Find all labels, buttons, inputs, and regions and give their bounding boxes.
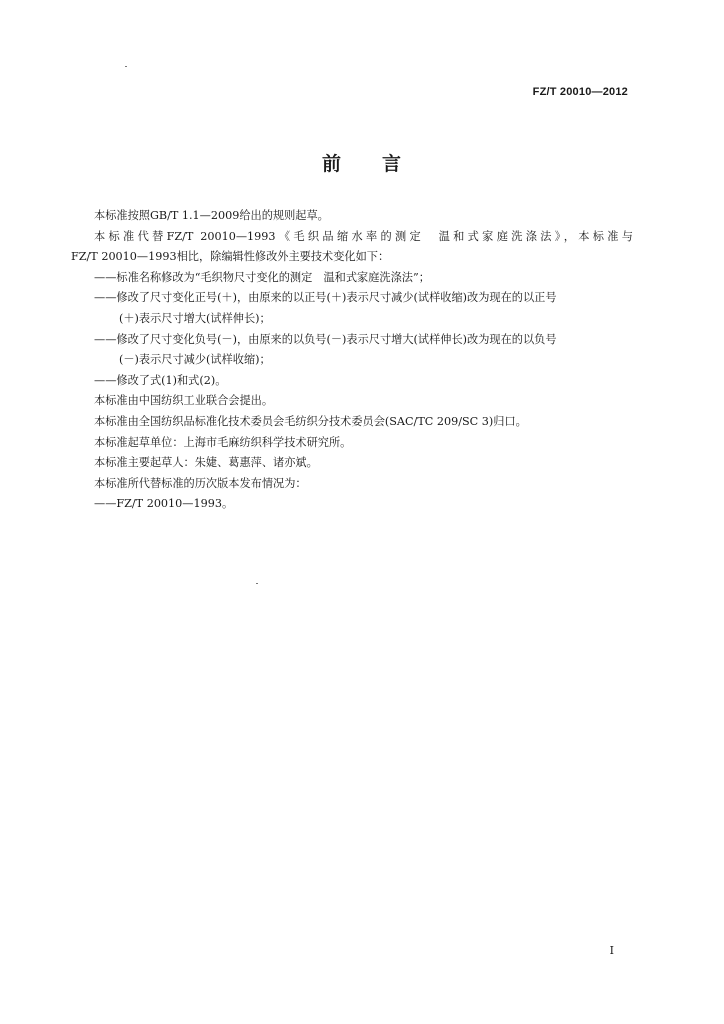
- list-item: ——FZ/T 20010—1993。: [94, 497, 234, 511]
- page-number: I: [609, 944, 614, 957]
- paragraph: 本标准代替FZ/T 20010—1993《毛织品缩水率的测定 温和式家庭洗涤法》，本标准与: [94, 229, 633, 243]
- scan-speck: [125, 66, 127, 67]
- paragraph: 本标准按照GB/T 1.1—2009给出的规则起草。: [94, 209, 329, 222]
- paragraph: 本标准由中国纺织工业联合会提出。: [94, 394, 274, 408]
- list-item-continuation: (－)表示尺寸减少(试样收缩)；: [119, 353, 271, 367]
- paragraph: 本标准起草单位：上海市毛麻纺织科学技术研究所。: [94, 435, 352, 449]
- standard-code: FZ/T 20010—2012: [532, 86, 628, 98]
- paragraph: 本标准主要起草人：朱婕、葛惠萍、诸亦斌。: [94, 456, 318, 470]
- paragraph: 本标准所代替标准的历次版本发布情况为：: [94, 476, 307, 490]
- scan-speck: [256, 583, 258, 584]
- foreword-body: [71, 206, 633, 515]
- title-char-2: 言: [382, 153, 403, 175]
- page-title: [0, 149, 724, 176]
- paragraph: FZ/T 20010—1993相比，除编辑性修改外主要技术变化如下：: [71, 250, 390, 264]
- list-item: ——修改了式(1)和式(2)。: [94, 373, 227, 387]
- title-char-1: 前: [321, 153, 342, 175]
- list-item-continuation: (＋)表示尺寸增大(试样伸长)；: [119, 311, 271, 325]
- list-item: ——修改了尺寸变化负号(－)，由原来的以负号(－)表示尺寸增大(试样伸长)改为现在的以负号: [94, 332, 557, 346]
- list-item: ——标准名称修改为“毛织物尺寸变化的测定 温和式家庭洗涤法”；: [94, 270, 430, 284]
- paragraph: 本标准由全国纺织品标准化技术委员会毛纺织分技术委员会(SAC/TC 209/SC 3)归口。: [94, 414, 527, 428]
- list-item: ——修改了尺寸变化正号(＋)，由原来的以正号(＋)表示尺寸减少(试样收缩)改为现在的以正号: [94, 291, 557, 305]
